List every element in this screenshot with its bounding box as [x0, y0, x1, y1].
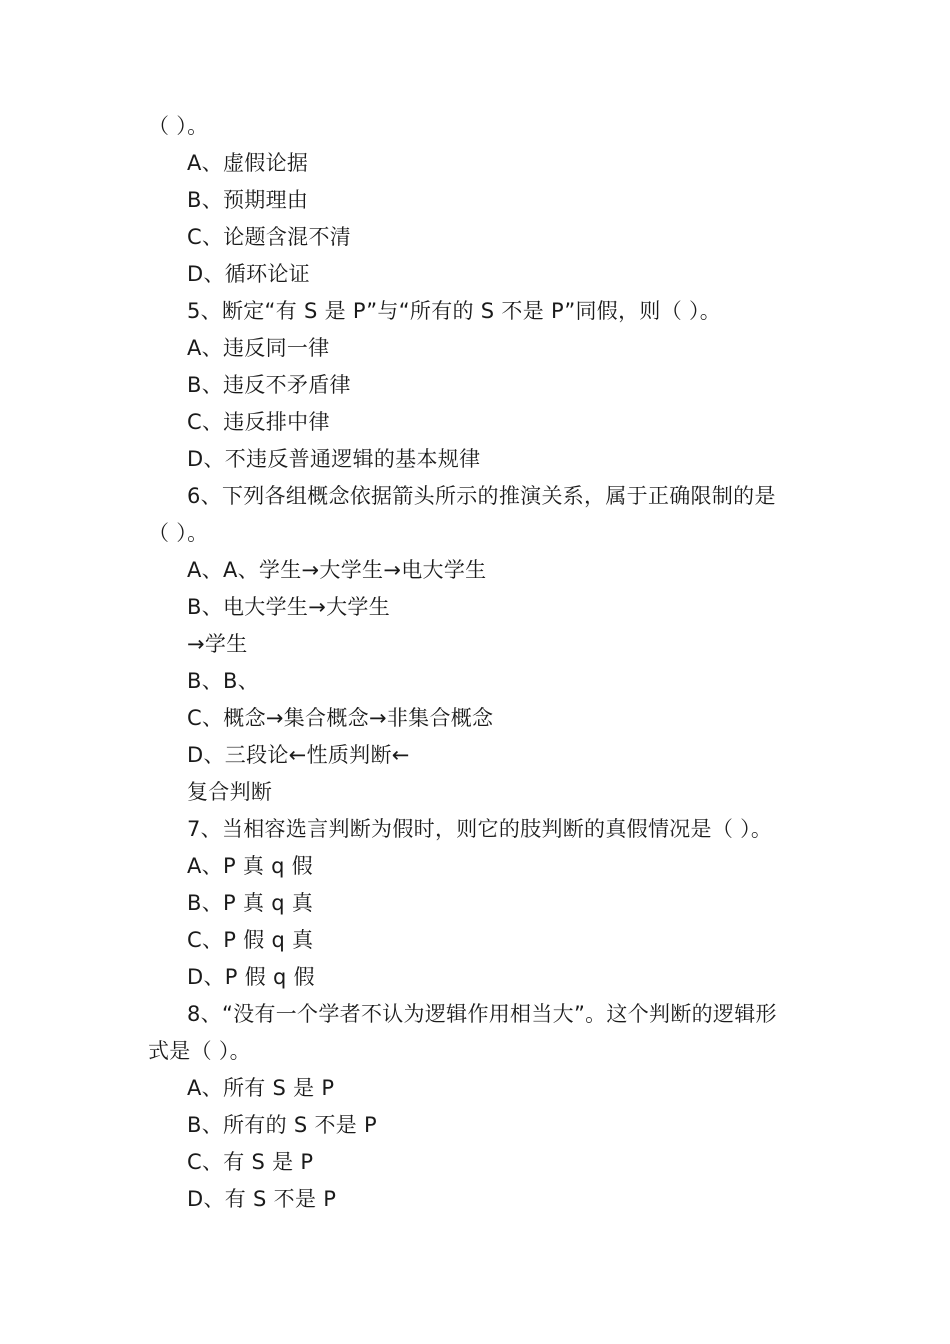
document-page [0, 108, 950, 1218]
option-b-continuation: →学生 [187, 632, 248, 656]
option-d: D、不违反普通逻辑的基本规律 [187, 447, 481, 471]
option-c: C、论题含混不清 [187, 225, 352, 249]
question-6-continuation: （ ）。 [148, 521, 209, 545]
option-a: A、违反同一律 [187, 336, 330, 360]
option-c: C、违反排中律 [187, 410, 330, 434]
option-c: C、P 假 q 真 [187, 928, 314, 952]
option-b: B、违反不矛盾律 [187, 373, 351, 397]
option-c: C、有 S 是 P [187, 1150, 314, 1174]
option-d: D、有 S 不是 P [187, 1187, 337, 1211]
option-b: B、预期理由 [187, 188, 309, 212]
question-5: 5、断定“有 S 是 P”与“所有的 S 不是 P”同假，则（ ）。 [187, 299, 722, 323]
option-d: D、循环论证 [187, 262, 310, 286]
option-a: A、所有 S 是 P [187, 1076, 335, 1100]
option-b: B、P 真 q 真 [187, 891, 314, 915]
option-a: A、虚假论据 [187, 151, 309, 175]
paren-continuation: （ ）。 [148, 114, 209, 138]
option-b: B、电大学生→大学生 [187, 595, 391, 619]
question-8: 8、“没有一个学者不认为逻辑作用相当大”。这个判断的逻辑形 [187, 1002, 777, 1026]
question-8-continuation: 式是（ ）。 [148, 1039, 251, 1063]
option-d-continuation: 复合判断 [187, 780, 273, 804]
option-d: D、三段论←性质判断← [187, 743, 410, 767]
option-c: C、概念→集合概念→非集合概念 [187, 706, 494, 730]
question-6: 6、下列各组概念依据箭头所示的推演关系，属于正确限制的是 [187, 484, 776, 508]
option-d: D、P 假 q 假 [187, 965, 315, 989]
question-7: 7、当相容选言判断为假时，则它的肢判断的真假情况是（ ）。 [187, 817, 773, 841]
option-b: B、所有的 S 不是 P [187, 1113, 378, 1137]
option-a: A、P 真 q 假 [187, 854, 314, 878]
option-b-repeat: B、B、 [187, 669, 260, 693]
option-a: A、A、学生→大学生→电大学生 [187, 558, 487, 582]
